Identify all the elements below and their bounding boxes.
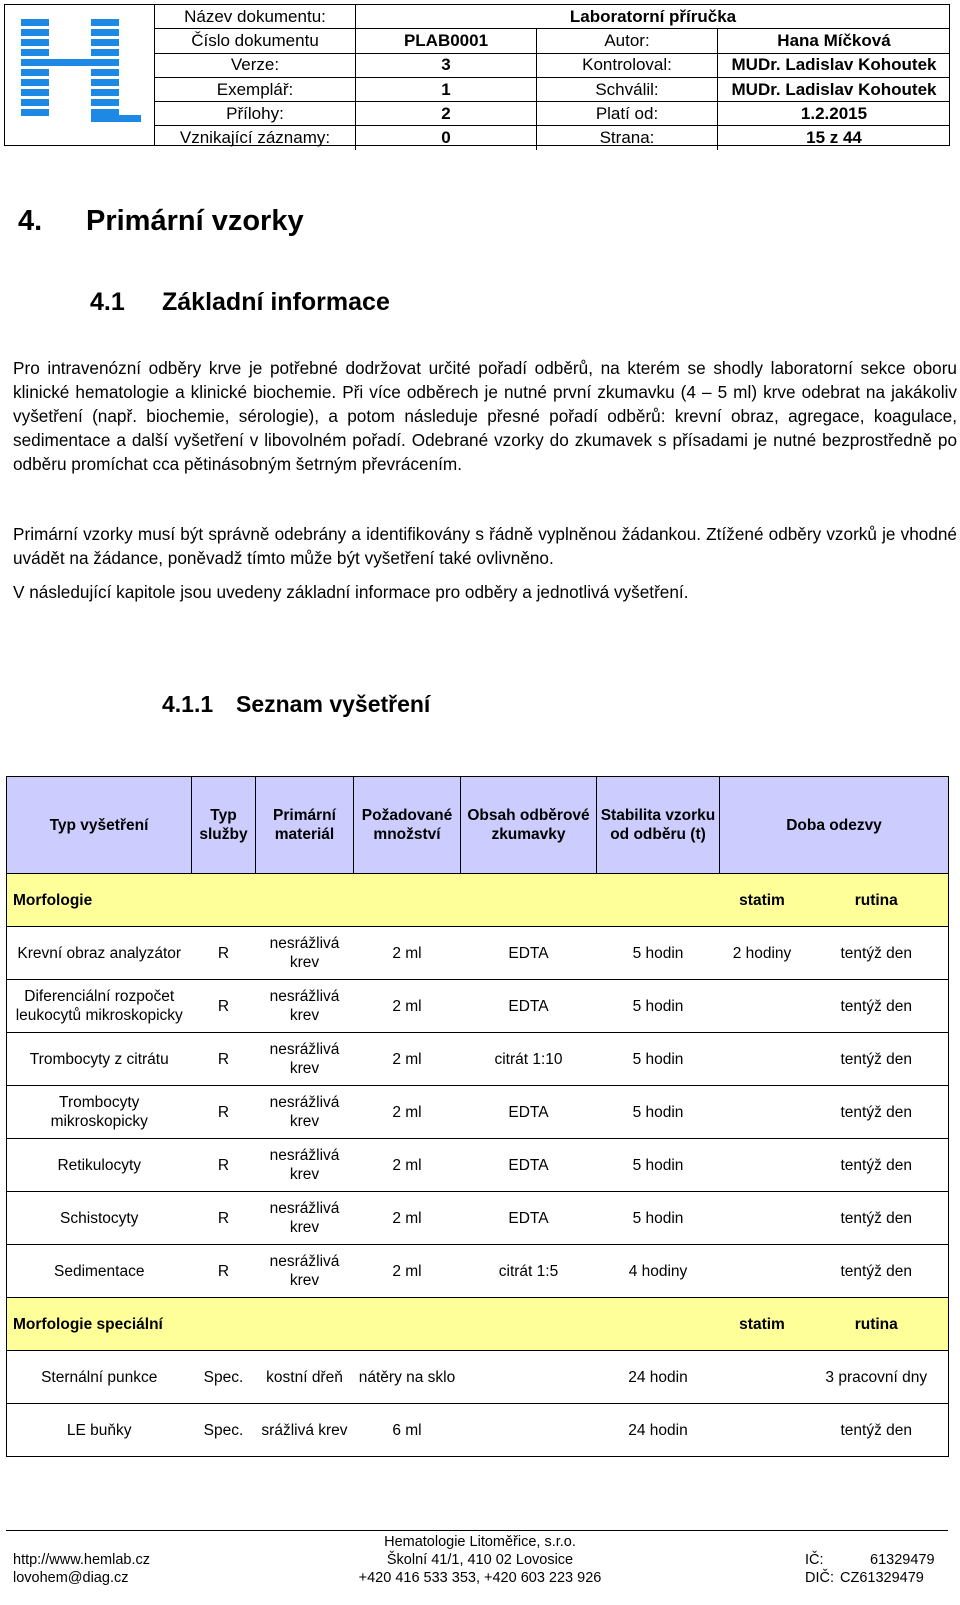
column-header: Obsah odběrové zkumavky xyxy=(461,777,597,874)
header-value: 3 xyxy=(356,53,537,77)
header-value: 1.2.2015 xyxy=(718,102,951,126)
header-label: Verze: xyxy=(155,53,356,77)
table-header-row xyxy=(7,777,949,874)
table-cell: 5 hodin xyxy=(632,1050,684,1068)
table-cell: Sedimentace xyxy=(7,1245,192,1298)
header-value: 2 xyxy=(356,102,537,126)
table-cell: Sternální punkce xyxy=(7,1351,192,1404)
table-cell: tentýž den xyxy=(805,1245,949,1298)
table-cell xyxy=(720,1192,805,1245)
header-label: Autor: xyxy=(537,29,718,53)
table-cell xyxy=(720,1404,805,1457)
table-cell xyxy=(720,1245,805,1298)
table-cell: citrát 1:10 xyxy=(494,1050,563,1068)
footer-ic-label: IČ: xyxy=(805,1552,824,1568)
table-row xyxy=(7,1404,949,1457)
header-table xyxy=(155,5,950,150)
header-label: Exemplář: xyxy=(155,77,356,101)
table-cell: R xyxy=(217,1262,230,1280)
section-rutina: rutina xyxy=(805,1298,949,1351)
header-value: MUDr. Ladislav Kohoutek xyxy=(718,53,951,77)
table-cell: tentýž den xyxy=(805,927,949,980)
heading-text: Seznam vyšetření xyxy=(236,691,431,717)
table-cell: nesrážlivá krev xyxy=(269,1094,340,1130)
heading-number: 4. xyxy=(18,205,43,237)
table-cell: 2 ml xyxy=(392,997,422,1015)
table-cell: Retikulocyty xyxy=(7,1139,192,1192)
footer-address: Školní 41/1, 410 02 Lovosice xyxy=(386,1552,574,1568)
header-value: 15 z 44 xyxy=(806,128,862,148)
column-header: Typ vyšetření xyxy=(7,777,192,874)
paragraph: Primární vzorky musí být správně odebrány a identifikovány s řádně vyplněnou žádankou. Ztížené odběry vzorků je vhodné uvádět na žádance, poněvadž tímto může být vyšetření také ovlivněno. xyxy=(13,524,957,568)
section-row xyxy=(7,1298,949,1351)
header-label: Strana: xyxy=(537,126,718,150)
table-cell: 5 hodin xyxy=(632,1103,684,1121)
table-cell: tentýž den xyxy=(805,980,949,1033)
footer-dic-value: CZ61329479 xyxy=(840,1570,924,1586)
section-title: Morfologie speciální xyxy=(7,1298,720,1351)
table-cell: 24 hodin xyxy=(628,1421,688,1439)
table-cell: 2 ml xyxy=(392,1050,422,1068)
header-value: Laboratorní příručka xyxy=(356,5,951,29)
footer-email-link[interactable]: lovohem@diag.cz xyxy=(13,1570,129,1586)
table-cell: 24 hodin xyxy=(628,1368,688,1386)
heading-exam-list xyxy=(162,691,430,718)
footer-phones: +420 416 533 353, +420 603 223 926 xyxy=(358,1570,602,1586)
table-cell: citrát 1:5 xyxy=(498,1262,559,1280)
footer-dic-label: DIČ: xyxy=(805,1570,834,1586)
table-row xyxy=(7,927,949,980)
table-cell: 6 ml xyxy=(392,1421,422,1439)
table-cell xyxy=(720,980,805,1033)
table-cell: nesrážlivá krev xyxy=(269,1041,340,1077)
table-cell: 2 ml xyxy=(392,1103,422,1121)
section-statim: statim xyxy=(720,874,805,927)
section-row xyxy=(7,874,949,927)
heading-number: 4.1 xyxy=(90,288,125,316)
table-cell: tentýž den xyxy=(805,1033,949,1086)
table-cell: srážlivá krev xyxy=(261,1421,348,1439)
logo-cell xyxy=(5,5,155,145)
header-value: 0 xyxy=(356,126,537,150)
table-cell: 4 hodiny xyxy=(628,1262,688,1280)
table-cell xyxy=(461,1351,597,1404)
header-label: Vznikající záznamy: xyxy=(155,126,356,150)
heading-text: Základní informace xyxy=(162,288,390,316)
column-header: Primární materiál xyxy=(256,777,354,874)
heading-primary-samples xyxy=(18,205,304,238)
footer-web-link[interactable]: http://www.hemlab.cz xyxy=(13,1552,150,1568)
paragraph: V následující kapitole jsou uvedeny základní informace pro odběry a jednotlivá vyšetření. xyxy=(13,582,689,602)
table-cell: 2 ml xyxy=(392,1262,422,1280)
table-cell: tentýž den xyxy=(805,1404,949,1457)
table-cell: nesrážlivá krev xyxy=(269,1147,340,1183)
footer-ic-value: 61329479 xyxy=(870,1552,935,1568)
table-cell: 5 hodin xyxy=(632,1209,684,1227)
table-cell xyxy=(720,1139,805,1192)
table-cell: tentýž den xyxy=(805,1192,949,1245)
table-cell: Trombocyty mikroskopicky xyxy=(7,1086,192,1139)
heading-basic-info xyxy=(90,288,390,317)
table-cell: EDTA xyxy=(508,997,549,1015)
column-header: Typ služby xyxy=(192,777,256,874)
table-cell: Spec. xyxy=(203,1421,244,1439)
table-cell: R xyxy=(217,944,230,962)
table-cell: EDTA xyxy=(508,1209,549,1227)
table-cell: Diferenciální rozpočet leukocytů mikroskopicky xyxy=(7,980,192,1033)
header-label: Platí od: xyxy=(537,102,718,126)
column-header: Doba odezvy xyxy=(720,777,949,874)
table-cell xyxy=(720,1033,805,1086)
table-cell: nátěry na sklo xyxy=(358,1368,456,1386)
header-value: PLAB0001 xyxy=(356,29,537,53)
table-cell: R xyxy=(217,1209,230,1227)
table-cell: nesrážlivá krev xyxy=(269,1200,340,1236)
table-cell: tentýž den xyxy=(805,1086,949,1139)
table-cell: kostní dřeň xyxy=(266,1368,343,1386)
footer-divider xyxy=(6,1530,948,1531)
header-label: Název dokumentu: xyxy=(155,5,356,29)
table-cell xyxy=(461,1404,597,1457)
header-label: Přílohy: xyxy=(155,102,356,126)
table-cell: Spec. xyxy=(203,1368,244,1386)
table-cell: 2 hodiny xyxy=(732,944,792,962)
column-header: Stabilita vzorku od odběru (t) xyxy=(597,777,720,874)
table-cell: Krevní obraz analyzátor xyxy=(7,927,192,980)
table-row xyxy=(7,1086,949,1139)
footer-company: Hematologie Litoměřice, s.r.o. xyxy=(384,1534,576,1550)
section-statim: statim xyxy=(720,1298,805,1351)
table-row xyxy=(7,1139,949,1192)
table-cell: 5 hodin xyxy=(632,1156,684,1174)
column-header: Požadované množství xyxy=(354,777,461,874)
heading-number: 4.1.1 xyxy=(162,691,214,717)
table-cell: R xyxy=(217,997,230,1015)
table-cell: nesrážlivá krev xyxy=(269,1253,340,1289)
table-cell: 2 ml xyxy=(392,944,422,962)
table-cell xyxy=(720,1086,805,1139)
header-label: Kontroloval: xyxy=(537,53,718,77)
table-cell: EDTA xyxy=(508,944,549,962)
table-row xyxy=(7,1192,949,1245)
document-header xyxy=(4,4,950,146)
table-cell: 5 hodin xyxy=(632,944,684,962)
table-row xyxy=(7,1245,949,1298)
table-cell: R xyxy=(217,1156,230,1174)
header-value: 1 xyxy=(356,77,537,101)
table-cell: nesrážlivá krev xyxy=(269,935,340,971)
table-cell: 3 pracovní dny xyxy=(805,1351,949,1404)
table-cell: Schistocyty xyxy=(7,1192,192,1245)
table-cell: R xyxy=(217,1103,230,1121)
section-title: Morfologie xyxy=(7,874,720,927)
table-cell: EDTA xyxy=(508,1103,549,1121)
table-row xyxy=(7,1033,949,1086)
table-cell: 2 ml xyxy=(392,1209,422,1227)
table-cell xyxy=(720,1351,805,1404)
table-cell: tentýž den xyxy=(805,1139,949,1192)
header-value: Hana Míčková xyxy=(718,29,951,53)
table-row xyxy=(7,1351,949,1404)
paragraph: Pro intravenózní odběry krve je potřebné dodržovat určité pořadí odběrů, na kterém se shodly laboratorní sekce oboru klinické hematologie a klinické biochemie. Při více odběrech je nutné první zkumavku (4 – 5 ml) krve odebrat na jakákoliv vyšetření (např. biochemie, sérologie), a potom následuje přesné pořadí odběrů: krevní obraz, agregace, koagulace, sedimentace a další vyšetření v libovolném pořadí. Odebrané vzorky do zkumavek s přísadami je nutné bezprostředně po odběru promíchat cca pětinásobným šetrným převrácením. xyxy=(13,358,957,474)
heading-text: Primární vzorky xyxy=(86,205,304,237)
table-cell: 2 ml xyxy=(392,1156,422,1174)
exam-table xyxy=(6,776,949,1457)
table-cell: Trombocyty z citrátu xyxy=(7,1033,192,1086)
table-cell: R xyxy=(217,1050,230,1068)
table-cell: 5 hodin xyxy=(632,997,684,1015)
section-rutina: rutina xyxy=(805,874,949,927)
hl-logo-icon xyxy=(21,19,141,129)
table-cell: nesrážlivá krev xyxy=(269,988,340,1024)
table-row xyxy=(7,980,949,1033)
header-value: MUDr. Ladislav Kohoutek xyxy=(718,77,951,101)
table-cell: LE buňky xyxy=(7,1404,192,1457)
header-label: Schválil: xyxy=(537,77,718,101)
header-label: Číslo dokumentu xyxy=(155,29,356,53)
table-cell: EDTA xyxy=(508,1156,549,1174)
